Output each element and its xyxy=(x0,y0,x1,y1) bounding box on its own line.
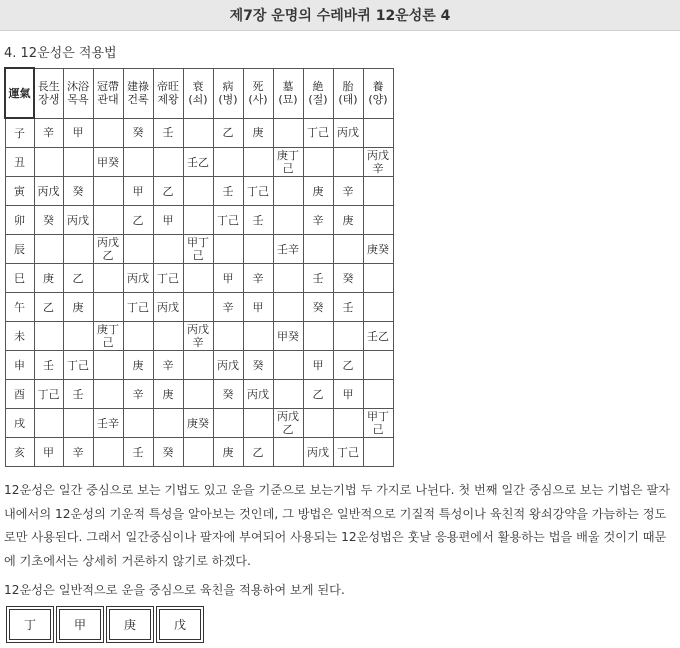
table-cell: 甲癸 xyxy=(93,148,123,177)
column-header-hanja: 長生 xyxy=(37,80,60,93)
stem-box: 丁 xyxy=(6,606,54,643)
table-cell xyxy=(333,235,363,264)
table-cell: 丁己 xyxy=(213,206,243,235)
table-cell: 壬 xyxy=(243,206,273,235)
column-header-hanja: 胎 xyxy=(342,80,354,93)
section-heading: 4. 12운성은 적용법 xyxy=(4,46,117,61)
table-cell: 壬乙 xyxy=(363,322,393,351)
table-cell: 丙戊 xyxy=(213,351,243,380)
table-cell: 丁己 xyxy=(123,293,153,322)
table-cell: 丙戊 xyxy=(303,438,333,467)
table-cell xyxy=(273,118,303,148)
stem-box: 戊 xyxy=(156,606,204,643)
column-header-hanja: 養 xyxy=(372,80,384,93)
table-corner-header: 運氣 xyxy=(5,68,34,118)
table-cell xyxy=(273,351,303,380)
table-cell xyxy=(363,177,393,206)
table-cell: 壬 xyxy=(34,351,63,380)
table-cell: 甲 xyxy=(303,351,333,380)
column-header xyxy=(363,68,393,118)
table-cell: 甲癸 xyxy=(273,322,303,351)
column-header xyxy=(213,68,243,118)
table-cell xyxy=(183,264,213,293)
table-cell: 甲 xyxy=(153,206,183,235)
table-cell xyxy=(153,148,183,177)
table-cell: 癸 xyxy=(213,380,243,409)
table-cell: 丙戊辛 xyxy=(363,148,393,177)
table-cell: 丙戊乙 xyxy=(93,235,123,264)
table-cell xyxy=(183,438,213,467)
saju-stem-boxes xyxy=(6,606,206,643)
table-cell xyxy=(273,380,303,409)
table-cell: 癸 xyxy=(243,351,273,380)
column-header xyxy=(153,68,183,118)
table-row xyxy=(5,118,393,148)
table-cell: 乙 xyxy=(333,351,363,380)
table-cell xyxy=(363,351,393,380)
row-branch-label: 午 xyxy=(5,293,34,322)
table-cell: 丙戊 xyxy=(34,177,63,206)
table-cell xyxy=(93,118,123,148)
column-header xyxy=(34,68,63,118)
table-cell xyxy=(273,438,303,467)
table-cell: 甲 xyxy=(243,293,273,322)
table-cell xyxy=(63,235,93,264)
table-cell xyxy=(243,148,273,177)
table-cell: 辛 xyxy=(63,438,93,467)
table-cell: 庚 xyxy=(213,438,243,467)
table-cell xyxy=(363,118,393,148)
twelve-stages-table xyxy=(4,67,394,467)
table-cell: 甲丁己 xyxy=(183,235,213,264)
column-header-hangul: (쇠) xyxy=(188,93,208,106)
table-cell: 甲丁己 xyxy=(363,409,393,438)
column-header-hanja: 絶 xyxy=(312,80,324,93)
table-cell xyxy=(34,322,63,351)
table-row xyxy=(5,380,393,409)
column-header xyxy=(183,68,213,118)
table-cell: 丁己 xyxy=(333,438,363,467)
table-cell: 辛 xyxy=(153,351,183,380)
table-cell: 庚癸 xyxy=(183,409,213,438)
table-cell xyxy=(243,409,273,438)
table-cell: 乙 xyxy=(213,118,243,148)
table-cell: 壬 xyxy=(333,293,363,322)
row-branch-label: 巳 xyxy=(5,264,34,293)
table-cell: 庚 xyxy=(333,206,363,235)
table-cell xyxy=(333,148,363,177)
row-branch-label: 申 xyxy=(5,351,34,380)
table-cell xyxy=(93,206,123,235)
table-cell: 庚 xyxy=(63,293,93,322)
table-cell: 丁己 xyxy=(153,264,183,293)
column-header-hanja: 墓 xyxy=(282,80,294,93)
table-cell xyxy=(273,264,303,293)
table-cell: 庚 xyxy=(153,380,183,409)
table-row xyxy=(5,438,393,467)
column-header-hangul: (절) xyxy=(308,93,328,106)
table-cell: 丙戊 xyxy=(63,206,93,235)
table-cell: 丁己 xyxy=(34,380,63,409)
table-cell: 丙戊 xyxy=(243,380,273,409)
table-cell xyxy=(153,322,183,351)
table-cell xyxy=(363,206,393,235)
column-header-hangul: 장생 xyxy=(38,93,60,106)
table-cell: 丁己 xyxy=(243,177,273,206)
table-cell: 丙戊 xyxy=(333,118,363,148)
table-cell: 辛 xyxy=(333,177,363,206)
table-cell: 庚 xyxy=(243,118,273,148)
table-cell: 辛 xyxy=(34,118,63,148)
table-cell xyxy=(303,322,333,351)
row-branch-label: 辰 xyxy=(5,235,34,264)
table-cell: 癸 xyxy=(153,438,183,467)
table-row xyxy=(5,206,393,235)
column-header xyxy=(303,68,333,118)
table-cell: 壬 xyxy=(153,118,183,148)
row-branch-label: 子 xyxy=(5,118,34,148)
table-cell: 丁己 xyxy=(63,351,93,380)
column-header xyxy=(243,68,273,118)
table-cell: 壬 xyxy=(63,380,93,409)
column-header-hangul: 관대 xyxy=(97,93,119,106)
table-cell xyxy=(213,235,243,264)
table-cell: 壬辛 xyxy=(273,235,303,264)
table-cell: 辛 xyxy=(303,206,333,235)
column-header-hanja: 冠帶 xyxy=(97,80,119,93)
table-cell: 壬 xyxy=(123,438,153,467)
table-cell xyxy=(273,177,303,206)
table-cell: 乙 xyxy=(153,177,183,206)
table-cell xyxy=(93,177,123,206)
table-cell: 癸 xyxy=(34,206,63,235)
table-cell: 乙 xyxy=(63,264,93,293)
table-row xyxy=(5,409,393,438)
column-header xyxy=(333,68,363,118)
table-cell: 壬 xyxy=(213,177,243,206)
table-cell xyxy=(93,380,123,409)
table-cell: 甲 xyxy=(333,380,363,409)
table-cell xyxy=(303,409,333,438)
body-paragraph: 12운성은 일간 중심으로 보는 기법도 있고 운을 기준으로 보는기법 두 가지로 나뉜다. 첫 번째 일간 중심으로 보는 기법은 팔자 내에서의 12운성의 기운적 특성을 알아보는 것인데, 그 방법은 일반적으로 기질적 특성이나 육친적 왕쇠강약을 가늠하는 정도로만 사용된다. 그래서 일간중심이나 팔자에 부여되어 사용되는 12운성법은 훗날 응용편에서 활용하는 법을 배울 것이기 때문에 기초에서는 상세히 거론하지 않기로 하겠다. xyxy=(4,483,670,568)
table-cell xyxy=(34,235,63,264)
table-cell: 癸 xyxy=(303,293,333,322)
table-cell xyxy=(123,235,153,264)
table-cell: 庚丁己 xyxy=(273,148,303,177)
table-cell: 壬辛 xyxy=(93,409,123,438)
table-cell: 癸 xyxy=(63,177,93,206)
column-header-hangul: 제왕 xyxy=(157,93,179,106)
table-cell xyxy=(93,264,123,293)
table-cell xyxy=(93,351,123,380)
column-header-hanja: 帝旺 xyxy=(157,80,179,93)
table-cell: 甲 xyxy=(123,177,153,206)
stem-box: 甲 xyxy=(56,606,104,643)
row-branch-label: 寅 xyxy=(5,177,34,206)
table-cell: 乙 xyxy=(243,438,273,467)
table-cell: 乙 xyxy=(303,380,333,409)
row-branch-label: 未 xyxy=(5,322,34,351)
table-header-row xyxy=(5,68,393,118)
stem-box: 庚 xyxy=(106,606,154,643)
table-cell xyxy=(363,264,393,293)
table-cell: 癸 xyxy=(123,118,153,148)
column-header-hangul: (묘) xyxy=(278,93,298,106)
column-header xyxy=(273,68,303,118)
column-header-hangul: (사) xyxy=(248,93,268,106)
table-cell xyxy=(183,380,213,409)
table-row xyxy=(5,351,393,380)
table-cell: 庚 xyxy=(123,351,153,380)
row-branch-label: 卯 xyxy=(5,206,34,235)
table-cell: 壬 xyxy=(303,264,333,293)
table-cell xyxy=(183,177,213,206)
table-cell: 庚丁己 xyxy=(93,322,123,351)
column-header-hanja: 死 xyxy=(252,80,264,93)
table-cell xyxy=(243,235,273,264)
column-header xyxy=(123,68,153,118)
column-header-hangul: (태) xyxy=(338,93,358,106)
table-cell xyxy=(123,322,153,351)
table-cell: 丙戊辛 xyxy=(183,322,213,351)
row-branch-label: 酉 xyxy=(5,380,34,409)
table-cell xyxy=(183,351,213,380)
table-cell xyxy=(123,409,153,438)
table-cell xyxy=(183,118,213,148)
table-cell xyxy=(153,409,183,438)
table-cell: 丁己 xyxy=(303,118,333,148)
table-cell xyxy=(63,322,93,351)
table-cell xyxy=(213,322,243,351)
table-row xyxy=(5,235,393,264)
table-cell: 乙 xyxy=(123,206,153,235)
column-header xyxy=(93,68,123,118)
table-cell: 甲 xyxy=(213,264,243,293)
column-header-hanja: 病 xyxy=(222,80,234,93)
table-cell xyxy=(34,148,63,177)
table-cell xyxy=(303,235,333,264)
table-cell xyxy=(243,322,273,351)
table-cell: 癸 xyxy=(333,264,363,293)
table-cell xyxy=(213,409,243,438)
table-row xyxy=(5,264,393,293)
column-header-hangul: (양) xyxy=(368,93,388,106)
row-branch-label: 戌 xyxy=(5,409,34,438)
column-header-hangul: 목욕 xyxy=(67,93,89,106)
table-cell xyxy=(333,322,363,351)
table-cell: 辛 xyxy=(213,293,243,322)
table-row xyxy=(5,322,393,351)
table-cell: 庚 xyxy=(303,177,333,206)
table-cell: 壬乙 xyxy=(183,148,213,177)
table-cell xyxy=(93,293,123,322)
page-title: 제7장 운명의 수레바퀴 12운성론 4 xyxy=(229,8,451,24)
column-header-hanja: 衰 xyxy=(192,80,204,93)
table-cell xyxy=(183,293,213,322)
table-cell xyxy=(123,148,153,177)
table-row xyxy=(5,148,393,177)
table-cell: 甲 xyxy=(34,438,63,467)
table-cell xyxy=(273,293,303,322)
column-header-hangul: 건록 xyxy=(127,93,149,106)
table-cell xyxy=(333,409,363,438)
table-cell: 庚 xyxy=(34,264,63,293)
table-cell: 丙戊 xyxy=(123,264,153,293)
row-branch-label: 丑 xyxy=(5,148,34,177)
table-cell: 丙戊乙 xyxy=(273,409,303,438)
table-row xyxy=(5,293,393,322)
body-paragraph-2: 12운성은 일반적으로 운을 중심으로 육친을 적용하여 보게 된다. xyxy=(4,583,345,597)
table-cell xyxy=(153,235,183,264)
table-cell xyxy=(183,206,213,235)
table-cell xyxy=(303,148,333,177)
table-cell xyxy=(363,380,393,409)
table-cell xyxy=(213,148,243,177)
table-cell: 辛 xyxy=(123,380,153,409)
column-header-hanja: 沐浴 xyxy=(67,80,89,93)
table-cell xyxy=(273,206,303,235)
page-title-bar xyxy=(0,0,680,31)
column-header-hanja: 建祿 xyxy=(127,80,149,93)
row-branch-label: 亥 xyxy=(5,438,34,467)
table-cell: 乙 xyxy=(34,293,63,322)
table-cell: 辛 xyxy=(243,264,273,293)
table-cell: 庚癸 xyxy=(363,235,393,264)
table-cell xyxy=(34,409,63,438)
table-cell xyxy=(363,293,393,322)
column-header xyxy=(63,68,93,118)
table-cell xyxy=(63,148,93,177)
table-cell xyxy=(363,438,393,467)
table-cell xyxy=(63,409,93,438)
table-cell xyxy=(93,438,123,467)
table-cell: 丙戊 xyxy=(153,293,183,322)
table-cell: 甲 xyxy=(63,118,93,148)
table-row xyxy=(5,177,393,206)
table-body xyxy=(5,118,393,467)
column-header-hangul: (병) xyxy=(218,93,238,106)
